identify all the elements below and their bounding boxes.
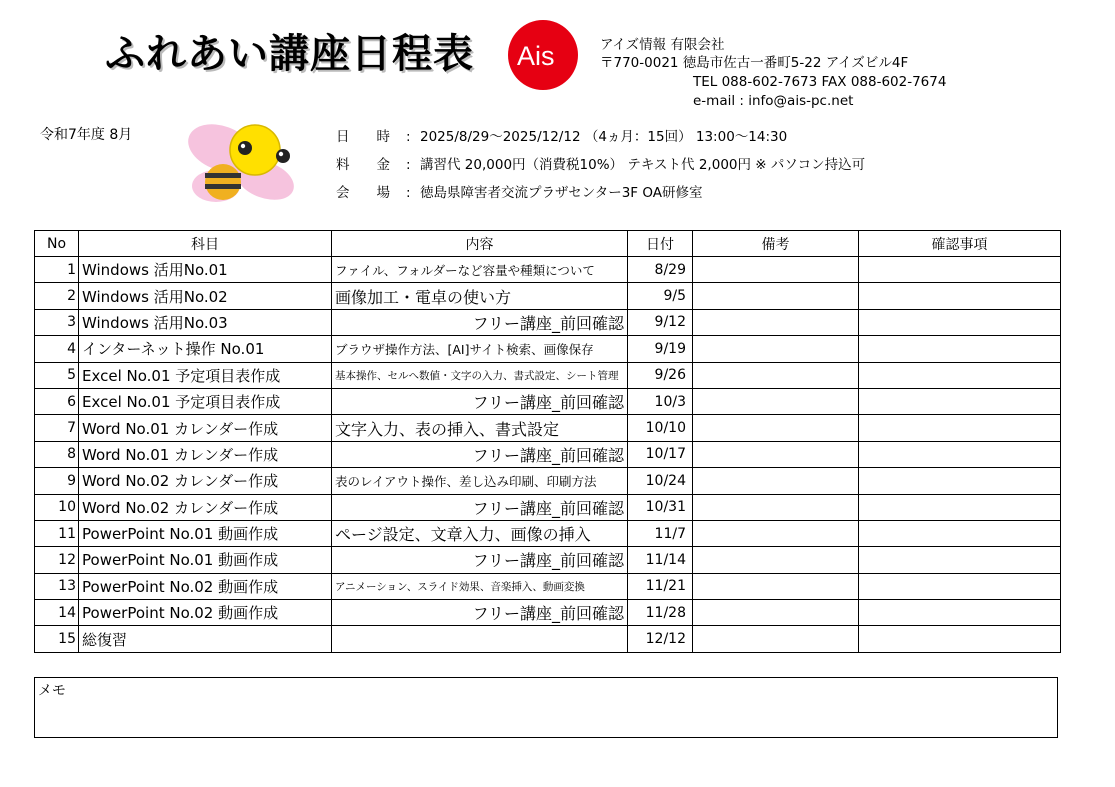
content-cell: アニメーション、スライド効果、音楽挿入、動画変換 [332, 573, 628, 599]
table-row [35, 573, 1061, 599]
table-row [35, 336, 1061, 362]
column-header-remarks: 備考 [693, 231, 859, 257]
column-header-no: No [35, 231, 79, 257]
remarks-cell [693, 257, 859, 283]
table-row [35, 441, 1061, 467]
table-row [35, 283, 1061, 309]
content-cell: ページ設定、文章入力、画像の挿入 [332, 520, 628, 546]
confirmation-cell [859, 388, 1061, 414]
remarks-cell [693, 600, 859, 626]
info-value: 講習代 20,000円（消費税10%） テキスト代 2,000円 ※ パソコン持込可 [420, 157, 866, 173]
subject-cell: 総復習 [79, 626, 332, 652]
row-number: 1 [35, 257, 79, 283]
content-cell: 画像加工・電卓の使い方 [332, 283, 628, 309]
content-cell: フリー講座_前回確認 [332, 388, 628, 414]
confirmation-cell [859, 494, 1061, 520]
confirmation-cell [859, 362, 1061, 388]
table-row [35, 415, 1061, 441]
table-row [35, 257, 1061, 283]
subject-cell: PowerPoint No.01 動画作成 [79, 547, 332, 573]
remarks-cell [693, 573, 859, 599]
row-number: 12 [35, 547, 79, 573]
confirmation-cell [859, 336, 1061, 362]
info-label: 日 時 [336, 129, 390, 145]
date-cell: 9/19 [628, 336, 693, 362]
confirmation-cell [859, 626, 1061, 652]
row-number: 2 [35, 283, 79, 309]
memo-box [34, 677, 1058, 738]
content-cell [332, 626, 628, 652]
table-row [35, 520, 1061, 546]
row-number: 9 [35, 468, 79, 494]
subject-cell: Word No.01 カレンダー作成 [79, 415, 332, 441]
content-cell: フリー講座_前回確認 [332, 309, 628, 335]
row-number: 6 [35, 388, 79, 414]
subject-cell: Excel No.01 予定項目表作成 [79, 362, 332, 388]
date-cell: 11/7 [628, 520, 693, 546]
page-title: ふれあい講座日程表 [105, 31, 474, 77]
confirmation-cell [859, 309, 1061, 335]
content-cell: フリー講座_前回確認 [332, 547, 628, 573]
table-row [35, 494, 1061, 520]
info-venue: 会 場 : 徳島県障害者交流プラザセンター3F OA研修室 [336, 181, 702, 201]
confirmation-cell [859, 415, 1061, 441]
confirmation-cell [859, 520, 1061, 546]
subject-cell: PowerPoint No.02 動画作成 [79, 573, 332, 599]
schedule-table [34, 230, 1061, 653]
remarks-cell [693, 468, 859, 494]
column-header-subject: 科目 [79, 231, 332, 257]
subject-cell: Windows 活用No.03 [79, 309, 332, 335]
table-row [35, 600, 1061, 626]
company-email: e-mail : info@ais-pc.net [693, 93, 854, 109]
confirmation-cell [859, 547, 1061, 573]
content-cell: 文字入力、表の挿入、書式設定 [332, 415, 628, 441]
date-cell: 11/21 [628, 573, 693, 599]
confirmation-cell [859, 600, 1061, 626]
column-header-content: 内容 [332, 231, 628, 257]
date-cell: 11/28 [628, 600, 693, 626]
row-number: 5 [35, 362, 79, 388]
row-number: 3 [35, 309, 79, 335]
subject-cell: PowerPoint No.02 動画作成 [79, 600, 332, 626]
info-value: 2025/8/29〜2025/12/12 （4ヵ月：15回） 13:00〜14:30 [420, 129, 788, 145]
subject-cell: Windows 活用No.02 [79, 283, 332, 309]
confirmation-cell [859, 468, 1061, 494]
remarks-cell [693, 388, 859, 414]
fiscal-period: 令和7年度 8月 [40, 127, 133, 143]
row-number: 11 [35, 520, 79, 546]
confirmation-cell [859, 283, 1061, 309]
company-name: アイズ情報 有限会社 [600, 37, 725, 53]
table-row [35, 388, 1061, 414]
table-row [35, 309, 1061, 335]
date-cell: 10/24 [628, 468, 693, 494]
remarks-cell [693, 520, 859, 546]
date-cell: 11/14 [628, 547, 693, 573]
info-datetime: 日 時 : 2025/8/29〜2025/12/12 （4ヵ月：15回） 13:00〜14:30 [336, 125, 787, 145]
table-header-row [35, 231, 1061, 257]
table-row [35, 468, 1061, 494]
subject-cell: Excel No.01 予定項目表作成 [79, 388, 332, 414]
confirmation-cell [859, 257, 1061, 283]
remarks-cell [693, 547, 859, 573]
remarks-cell [693, 309, 859, 335]
remarks-cell [693, 441, 859, 467]
date-cell: 10/3 [628, 388, 693, 414]
subject-cell: インターネット操作 No.01 [79, 336, 332, 362]
content-cell: ブラウザ操作方法、[AI]サイト検索、画像保存 [332, 336, 628, 362]
company-phone-fax: TEL 088-602-7673 FAX 088-602-7674 [693, 74, 947, 90]
remarks-cell [693, 336, 859, 362]
date-cell: 10/17 [628, 441, 693, 467]
company-address: 〒770-0021 徳島市佐古一番町5-22 アイズビル4F [600, 55, 909, 71]
subject-cell: Windows 活用No.01 [79, 257, 332, 283]
row-number: 15 [35, 626, 79, 652]
subject-cell: Word No.02 カレンダー作成 [79, 468, 332, 494]
content-cell: 基本操作、セルへ数値・文字の入力、書式設定、シート管理 [332, 362, 628, 388]
column-header-confirmation: 確認事項 [859, 231, 1061, 257]
content-cell: フリー講座_前回確認 [332, 494, 628, 520]
subject-cell: Word No.02 カレンダー作成 [79, 494, 332, 520]
confirmation-cell [859, 573, 1061, 599]
info-fee: 料 金 : 講習代 20,000円（消費税10%） テキスト代 2,000円 ※ パソコン持込可 [336, 153, 865, 173]
remarks-cell [693, 415, 859, 441]
row-number: 8 [35, 441, 79, 467]
row-number: 4 [35, 336, 79, 362]
date-cell: 12/12 [628, 626, 693, 652]
content-cell: ファイル、フォルダーなど容量や種類について [332, 257, 628, 283]
column-header-date: 日付 [628, 231, 693, 257]
row-number: 7 [35, 415, 79, 441]
content-cell: 表のレイアウト操作、差し込み印刷、印刷方法 [332, 468, 628, 494]
remarks-cell [693, 362, 859, 388]
subject-cell: PowerPoint No.01 動画作成 [79, 520, 332, 546]
row-number: 10 [35, 494, 79, 520]
bee-illustration [183, 118, 298, 210]
remarks-cell [693, 626, 859, 652]
date-cell: 10/31 [628, 494, 693, 520]
table-row [35, 547, 1061, 573]
subject-cell: Word No.01 カレンダー作成 [79, 441, 332, 467]
info-label: 料 金 [336, 157, 390, 173]
content-cell: フリー講座_前回確認 [332, 441, 628, 467]
table-row [35, 362, 1061, 388]
date-cell: 10/10 [628, 415, 693, 441]
info-value: 徳島県障害者交流プラザセンター3F OA研修室 [420, 185, 703, 201]
date-cell: 9/5 [628, 283, 693, 309]
date-cell: 9/26 [628, 362, 693, 388]
company-logo [500, 18, 586, 92]
content-cell: フリー講座_前回確認 [332, 600, 628, 626]
info-label: 会 場 [336, 185, 390, 201]
memo-label: メモ [38, 683, 66, 699]
remarks-cell [693, 283, 859, 309]
confirmation-cell [859, 441, 1061, 467]
logo-text: Ais [517, 41, 555, 71]
table-row [35, 626, 1061, 652]
row-number: 13 [35, 573, 79, 599]
date-cell: 9/12 [628, 309, 693, 335]
row-number: 14 [35, 600, 79, 626]
remarks-cell [693, 494, 859, 520]
date-cell: 8/29 [628, 257, 693, 283]
